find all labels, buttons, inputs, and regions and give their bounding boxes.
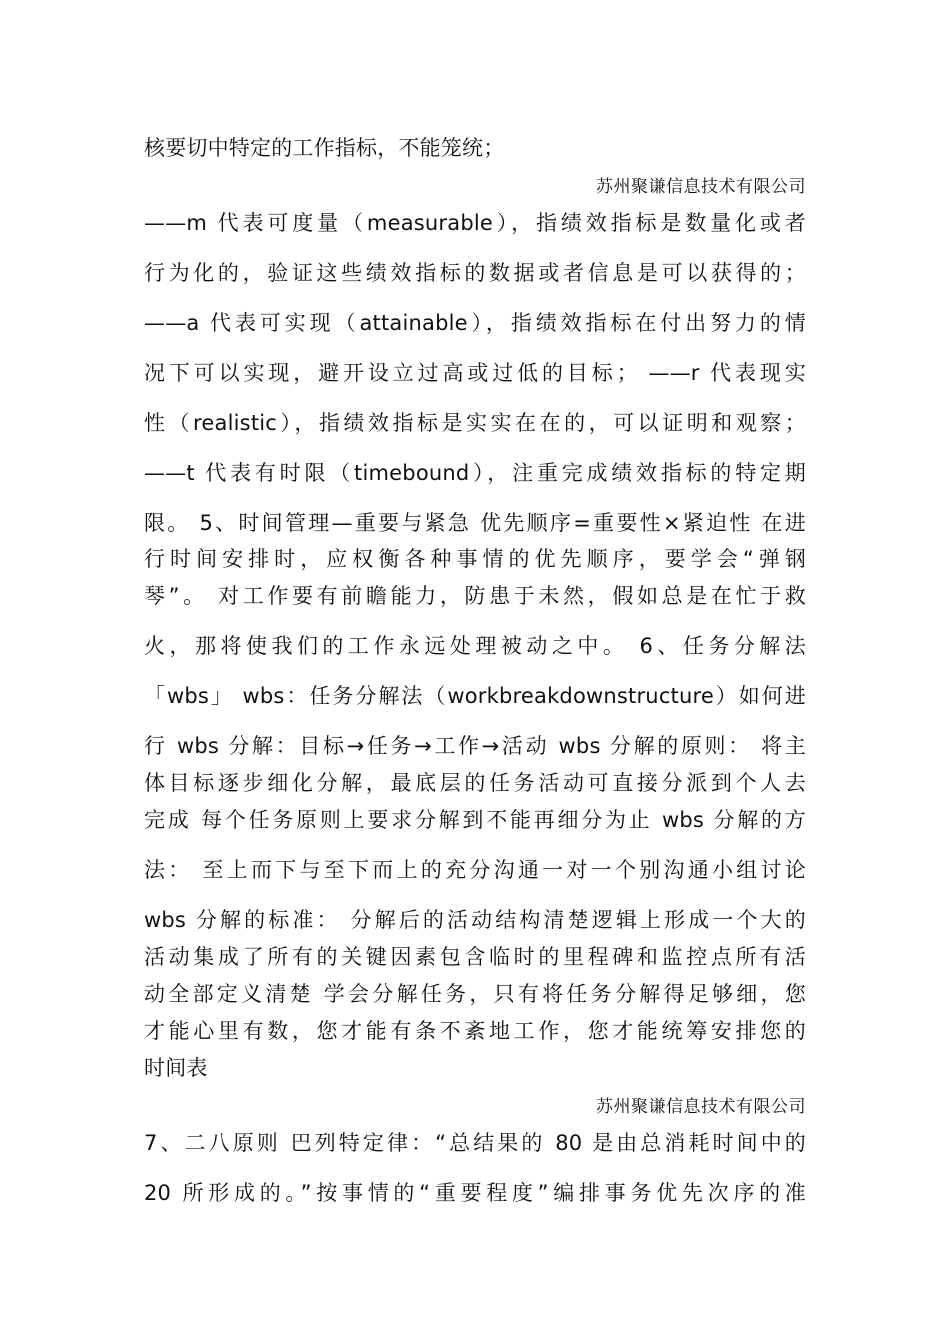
body-line-1: 核要切中特定的工作指标，不能笼统； — [144, 136, 505, 160]
body-line-3: 行为化的，验证这些绩效指标的数据或者信息是可以获得的； — [144, 261, 806, 285]
body-line-9: 行时间安排时，应权衡各种事情的优先顺序，要学会“弹钢 — [144, 547, 806, 571]
body-line-5: 况下可以实现，避开设立过高或过低的目标； ——r 代表现实 — [144, 361, 806, 385]
body-line-17: wbs 分解的标准： 分解后的活动结构清楚逻辑上形成一个大的 — [144, 908, 806, 932]
body-line-7: ——t 代表有时限（timebound），注重完成绩效指标的特定期 — [144, 461, 806, 485]
body-line-8: 限。 5、时间管理—重要与紧急 优先顺序=重要性×紧迫性 在进 — [144, 511, 806, 535]
body-line-13: 行 wbs 分解：目标→任务→工作→活动 wbs 分解的原则： 将主 — [144, 734, 806, 758]
body-line-21: 时间表 — [144, 1056, 208, 1080]
body-line-15: 完成 每个任务原则上要求分解到不能再细分为止 wbs 分解的方 — [144, 808, 806, 832]
body-line-20: 才能心里有数，您才能有条不紊地工作，您才能统筹安排您的 — [144, 1019, 806, 1043]
body-line-2: ——m 代表可度量（measurable），指绩效指标是数量化或者 — [144, 211, 806, 235]
body-line-19: 动全部定义清楚 学会分解任务，只有将任务分解得足够细，您 — [144, 982, 806, 1006]
body-line-22: 7、二八原则 巴列特定律：“总结果的 80 是由总消耗时间中的 — [144, 1131, 806, 1155]
body-line-6: 性（realistic），指绩效指标是实实在在的，可以证明和观察； — [144, 411, 806, 435]
company-header-2: 苏州聚谦信息技术有限公司 — [596, 1097, 806, 1117]
company-header: 苏州聚谦信息技术有限公司 — [596, 177, 806, 197]
body-line-18: 活动集成了所有的关键因素包含临时的里程碑和监控点所有活 — [144, 945, 806, 969]
body-line-16: 法： 至上而下与至下而上的充分沟通一对一个别沟通小组讨论 — [144, 858, 806, 882]
body-line-14: 体目标逐步细化分解，最底层的任务活动可直接分派到个人去 — [144, 771, 806, 795]
body-line-4: ——a 代表可实现（attainable），指绩效指标在付出努力的情 — [144, 311, 806, 335]
body-line-23: 20 所形成的。”按事情的“重要程度”编排事务优先次序的准 — [144, 1181, 806, 1205]
body-line-10: 琴”。 对工作要有前瞻能力，防患于未然，假如总是在忙于救 — [144, 584, 806, 608]
body-line-12: 「wbs」 wbs：任务分解法（workbreakdownstructure）如何进 — [144, 684, 806, 708]
body-line-11: 火，那将使我们的工作永远处理被动之中。 6、任务分解法 — [144, 634, 806, 658]
